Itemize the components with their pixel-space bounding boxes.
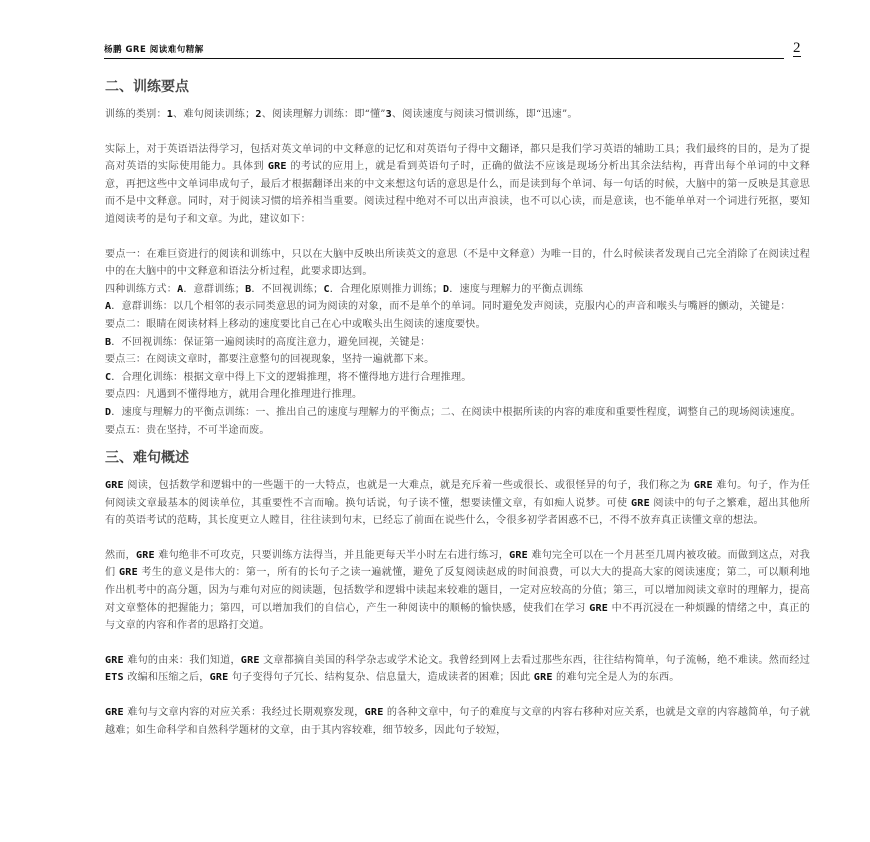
latin-term: GRE [267,161,287,173]
latin-term: GRE [589,602,609,614]
training-intro: 实际上，对于英语语法得学习，包括对英文单词的中文释意的记忆和对英语句子得中文翻译，都只是我们学习英语的辅助工具；我们最终的目的，是为了提高对英语的实际使用能力。具体到 GRE 的考试的应用上，就是看到英语句子时，正确的做法不应该是现场分析出其余法结构，再背出每个单词的中文释意，再把这些中文单词串成句子，最后才根据翻译出来的中文来想这句话的意思是什么，而是读到每个单词、每一句话的时候，大脑中的第一反映是其意思而不是中文释意。同时，对于阅读习惯的培养相当重要。阅读过程中绝对不可以出声浪读，也不可以心读，而是意读，也不能单单对一个词进行死抠，要知道阅读考的是句子和文章。为此，建议如下： [105,143,810,225]
latin-term: GRE [135,549,155,561]
training-categories: 训练的类别：1、难句阅读训练；2、阅读理解力训练：即“懂”3、阅读速度与阅读习惯训练，即“迅速”。 [105,109,578,120]
latin-term: A [105,301,112,313]
training-point: 要点三：在阅读文章时，都要注意整句的回视现象，坚持一遍就都下来。 [105,354,435,366]
page-number: 2 [793,40,801,56]
latin-term: 1 [166,109,174,120]
overview-paragraph: GRE 阅读，包括数学和逻辑中的一些题干的一大特点，也就是一大难点，就是充斥着一些或很长、或很怪异的句子，我们称之为 GRE 难句。句子，作为任何阅读文章最基本的阅读单位，其重要性不言而喻。换句话说，句子读不懂，想要读懂文章，有如痴人说梦。可使 GRE 阅读中的句子之繁难，超出其他所有的英语考试的范畴，其长度更立人瞠目，往往读到句末，已经忘了前面在说些什么，令很多初学者困惑不已，不得不放弃真正读懂文章的想法。 [105,480,810,527]
latin-term: 3 [385,109,392,120]
training-point: C．合理化训练：根据文章中得上下文的逻辑推理，将不懂得地方进行合理推理。 [105,371,472,383]
training-point: 要点一：在难巨资进行的阅读和训练中，只以在大脑中反映出所读英文的意思（不是中文释意）为唯一目的，什么时候读者发现自己完全消除了在阅读过程中的在大脑中的中文释意和语法分析过程，此要求即达到。 [105,248,810,278]
training-point: 四种训练方式：A．意群训练；B．不回视训练；C．合理化原则推力训练；D．速度与理解力的平衡点训练 [105,283,584,295]
training-point: 要点五：贵在坚持，不可半途而废。 [105,424,270,436]
section-heading-training: 二、训练要点 [105,79,189,95]
latin-term: GRE [364,707,384,719]
latin-term: GRE [240,654,260,666]
latin-term: D [105,406,112,418]
training-point: A．意群训练：以几个相邻的表示同类意思的词为阅读的对象，而不是单个的单词。同时避免发声阅读，克服内心的声音和喉头与嘴唇的颤动，关键是： [105,301,791,313]
latin-term: GRE [209,672,229,684]
latin-term: GRE [105,654,124,666]
latin-term: GRE [105,480,124,492]
latin-term: B [105,336,112,348]
page-header [104,40,784,59]
training-point: 要点二：眼睛在阅读材料上移动的速度要比自己在心中或喉头出生阅读的速度要快。 [105,318,486,330]
training-point: 要点四：凡遇到不懂得地方，就用合理化推理进行推理。 [105,389,363,401]
latin-term: GRE [693,480,713,492]
training-point: B．不回视训练：保证第一遍阅读时的高度注意力，避免回视，关键是： [105,336,431,348]
latin-term: GRE [105,707,124,719]
overview-paragraph: GRE 难句的由来：我们知道，GRE 文章都摘自美国的科学杂志或学术论文。我曾经到网上去看过那些东西，往往结构简单，句子流畅，绝不难读。然而经过 ETS 改编和压缩之后，GRE 句子变得句子冗长、结构复杂、信息量大，造成读者的困难；因此 GRE 的难句完全是人为的东西。 [105,654,810,684]
latin-term: D [442,283,450,295]
latin-term: GRE [509,549,528,561]
latin-term: C [105,371,112,383]
latin-term: GRE [533,672,553,684]
latin-term: GRE [631,497,650,509]
overview-paragraph: GRE 难句与文章内容的对应关系：我经过长期观察发现，GRE 的各种文章中，句子的难度与文章的内容右移种对应关系，也就是文章的内容越简单，句子就越难；如生命科学和自然科学题材的文章，由于其内容较难，细节较多，因此句子较短， [105,707,810,736]
section-heading-overview: 三、难句概述 [105,450,189,467]
latin-term: C [323,283,330,295]
training-point: D．速度与理解力的平衡点训练：一、推出自己的速度与理解力的平衡点；二、在阅读中根据所读的内容的难度和重要性程度，调整自己的现场阅读速度。 [105,406,801,418]
latin-term: A [177,283,184,295]
latin-term: 2 [255,109,262,120]
overview-paragraph: 然而，GRE 难句绝非不可攻克，只要训练方法得当，并且能更每天半小时左右进行练习，GRE 难句完全可以在一个月甚至几周内被攻破。而做到这点，对我们 GRE 考生的意义是伟大的：第一，所有的长句子之读一遍就懂，避免了反复阅读赵成的时间浪费，可以大大的提高大家的阅读速度；第二，可以顺利地作出机考中的高分题，因为与难句对应的阅读题，包括数学和逻辑中读起来较难的题目，一定对应较高的分值；第三，可以增加阅读文章时的理解力，提高对文章整体的把握能力；第四，可以增加我们的自信心，产生一种阅读中的顺畅的愉快感，使我们在学习 GRE 中不再沉浸在一种烦躁的情绪之中，真正的与文章的内容和作者的思路打交道。 [105,549,810,632]
latin-term: GRE [119,567,138,579]
document-body [105,76,810,739]
latin-term: ETS [105,672,124,684]
header-title: 杨鹏 GRE 阅读难句精解 [104,45,204,55]
latin-term: B [245,283,252,295]
